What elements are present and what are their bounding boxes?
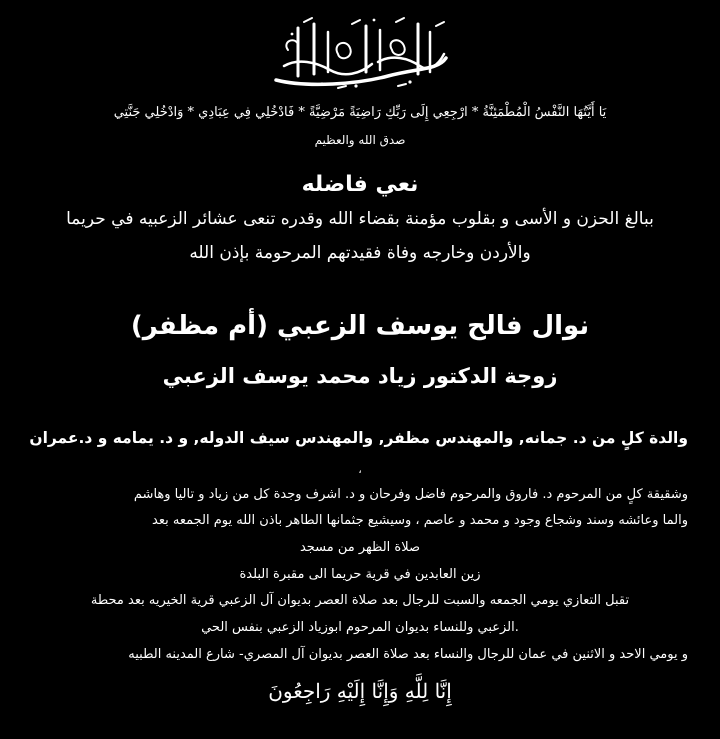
closing-verse: إِنَّا لِلَّهِ وَإِنَّا إِلَيْهِ رَاجِعُونَ — [268, 679, 452, 703]
page-title: نعي فاضله — [301, 172, 419, 197]
mother-of-line: والدة كلٍ من د. جمانه, والمهندس مظفر, والمهندس سيف الدوله, و د. يمامه و د.عمران — [29, 429, 688, 447]
opening-verse: يَا أَيَّتُهَا النَّفْسُ الْمُطْمَئِنَّةُ * ارْجِعِي إِلَى رَبِّكِ رَاضِيَةً مَرْضِيَّةً * فَادْخُلِي فِي عِبَادِي * وَادْخُلِي جَنَّتِي — [113, 105, 607, 120]
condolence-line-1: تقبل التعازي يومي الجمعه والسبت للرجال بعد صلاة العصر بديوان آل الزعبي قرية الخيريه بعد محطة — [90, 593, 630, 608]
sister-of-line-2: والما وعائشه وسند وشجاع وجود و محمد و عاصم ، وسيشيع جثمانها الطاهر باذن الله يوم الجمعه بعد — [152, 513, 688, 528]
burial-line: زين العابدين في قرية حريما الى مقبرة البلدة — [239, 567, 481, 582]
intro-line-2: والأردن وخارجه وفاة فقيدتهم المرحومة بإذن الله — [189, 243, 531, 263]
deceased-name: نوال فالح يوسف الزعبي (أم مظفر) — [130, 311, 590, 341]
basmala-calligraphy-icon — [268, 14, 452, 94]
wife-of-line: زوجة الدكتور زياد محمد يوسف الزعبي — [162, 364, 558, 388]
condolence-line-3: و يومي الاحد و الاثنين في عمان للرجال والنساء بعد صلاة العصر بديوان آل المصري- شارع المدينه الطبيه — [128, 647, 688, 662]
sadaq-text: صدق الله والعظيم — [314, 133, 406, 147]
sister-of-line-1: وشقيقة كلٍ من المرحوم د. فاروق والمرحوم فاضل وفرحان و د. اشرف وجدة كل من زياد و تاليا وهاشم — [133, 487, 688, 502]
prayer-line: صلاة الظهر من مسجد — [299, 540, 421, 555]
condolence-line-2: .الزعبي وللنساء بديوان المرحوم ابوزياد الزعبي بنفس الحي — [201, 620, 519, 635]
separator-comma: ، — [358, 463, 362, 476]
intro-line-1: ببالغ الحزن و الأسى و بقلوب مؤمنة بقضاء الله وقدره تنعى عشائر الزعبيه في حريما — [66, 209, 654, 229]
